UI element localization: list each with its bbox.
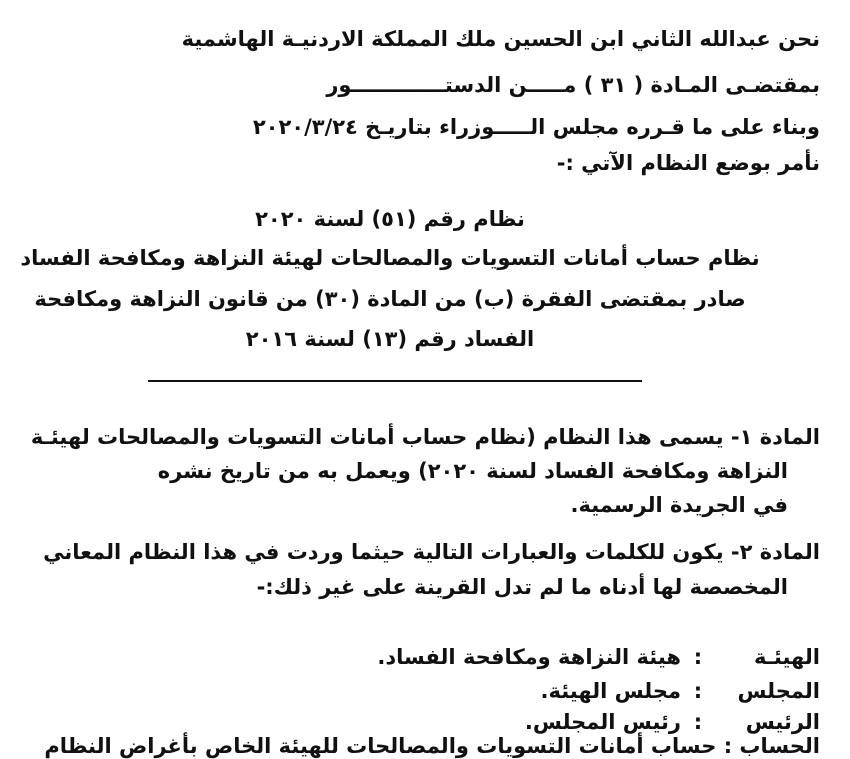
article-1-line-2: النزاهة ومكافحة الفساد لسنة ٢٠٢٠) ويعمل به من تاريخ نشره <box>157 459 788 483</box>
cut-off-line: الحساب : حساب أمانات التسويات والمصالحات للهيئة الخاص بأغراض النظام <box>44 734 820 758</box>
definition-council <box>540 679 820 704</box>
definition-colon: : <box>693 645 703 669</box>
article-1-line-3: في الجريدة الرسمية. <box>570 493 788 517</box>
regulation-number: نظام رقم (٥١) لسنة ٢٠٢٠ <box>255 207 525 231</box>
regulation-issued-line-1: صادر بمقتضى الفقرة (ب) من المادة (٣٠) من قانون النزاهة ومكافحة <box>34 287 746 311</box>
regulation-title: نظام حساب أمانات التسويات والمصالحات لهيئة النزاهة ومكافحة الفساد <box>20 246 760 270</box>
preamble-line-3: وبناء على ما قـرره مجلس الـــــوزراء بتاريـخ ٢٠٢٠/٣/٢٤ <box>252 115 820 139</box>
definition-text: مجلس الهيئة. <box>540 679 681 703</box>
regulation-issued-line-2: الفساد رقم (١٣) لسنة ٢٠١٦ <box>245 327 535 351</box>
divider <box>148 380 642 382</box>
definition-president <box>525 710 820 735</box>
definition-term: المجلس <box>737 679 820 703</box>
definition-term: الرئيس <box>745 710 820 734</box>
definition-term: الهيئـة <box>753 645 820 669</box>
definition-authority <box>377 645 820 670</box>
definition-text: رئيس المجلس. <box>524 710 681 734</box>
preamble-line-1: نحن عبدالله الثاني ابن الحسين ملك المملكة الاردنيـة الهاشمية <box>181 27 820 51</box>
definition-text: هيئة النزاهة ومكافحة الفساد. <box>377 645 681 669</box>
definition-colon: : <box>693 710 703 734</box>
definition-colon: : <box>693 679 703 703</box>
preamble-line-4: نأمر بوضع النظام الآتي :- <box>556 151 820 175</box>
article-1-line-1: المادة ١- يسمى هذا النظام (نظام حساب أمانات التسويات والمصالحات لهيئـة <box>30 425 820 449</box>
preamble-line-2: بمقتضـى المـادة ( ٣١ ) مـــــن الدستـــــــــــــور <box>326 73 820 97</box>
article-2-line-2: المخصصة لها أدناه ما لم تدل القرينة على غير ذلك:- <box>256 575 788 599</box>
article-2-line-1: المادة ٢- يكون للكلمات والعبارات التالية حيثما وردت في هذا النظام المعاني <box>43 540 820 564</box>
